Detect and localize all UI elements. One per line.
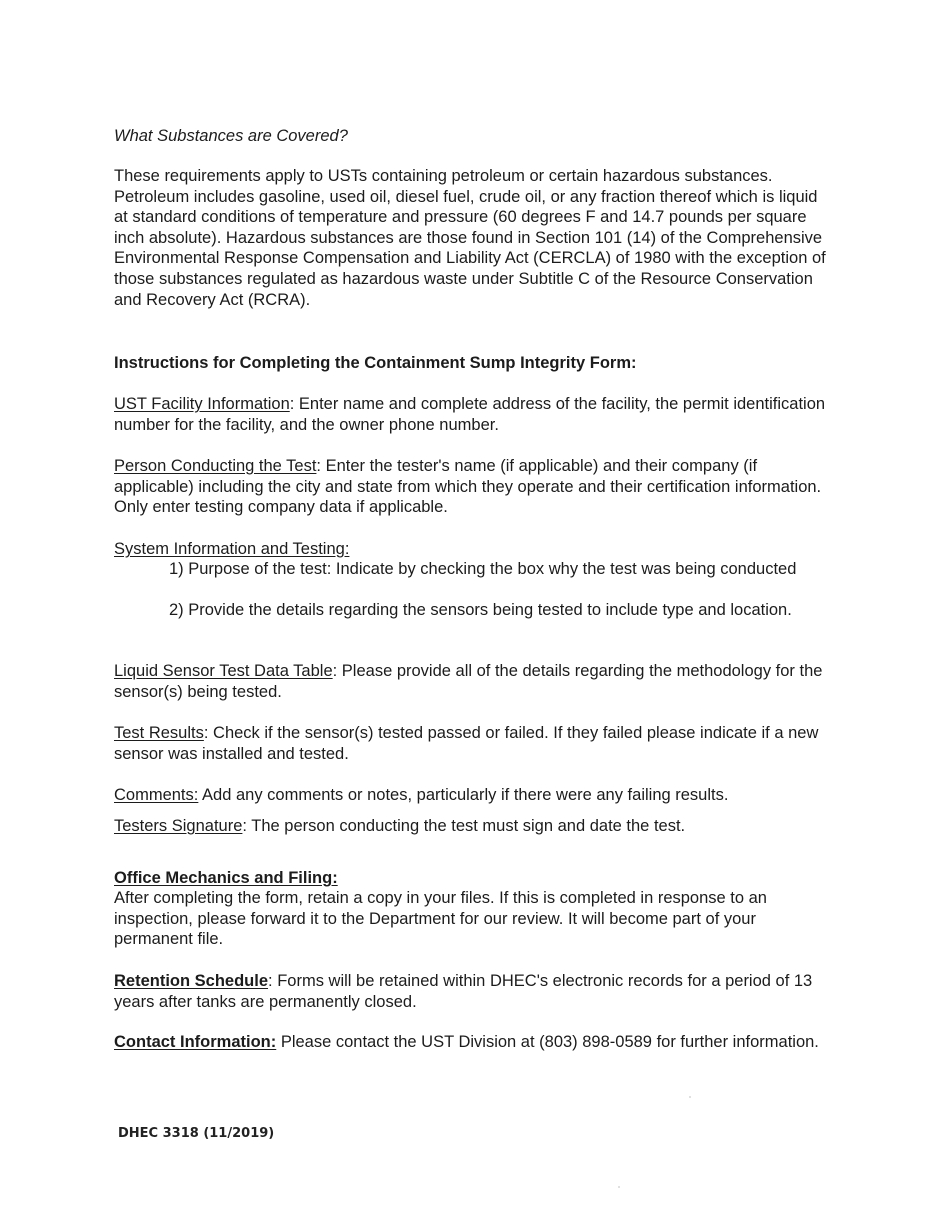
- contact-information-text: Please contact the UST Division at (803) 898-0589 for further information.: [276, 1033, 819, 1051]
- testers-signature-label: Testers Signature: [114, 817, 243, 835]
- paragraph-test-results: [114, 723, 830, 764]
- paragraph-liquid-sensor-table: [114, 661, 830, 702]
- scan-speck: [618, 1186, 620, 1188]
- paragraph-testers-signature: [114, 816, 894, 837]
- paragraph-facility-information: [114, 394, 830, 435]
- instructions-heading: Instructions for Completing the Containment Sump Integrity Form:: [114, 354, 637, 372]
- test-results-text: : Check if the sensor(s) tested passed or failed. If they failed please indicate if a new sensor was installed and tested.: [114, 724, 819, 763]
- retention-schedule-label: Retention Schedule: [114, 972, 269, 990]
- facility-information-label: UST Facility Information: [114, 395, 290, 413]
- liquid-sensor-text: : Please provide all of the details regarding the methodology for the sensor(s) being tested.: [114, 662, 823, 701]
- testers-signature-text: : The person conducting the test must sign and date the test.: [242, 817, 686, 835]
- paragraph-office-mechanics: After completing the form, retain a copy in your files. If this is completed in response to an inspection, please forward it to the Department for our review. It will become part of your permanent file.: [114, 889, 767, 949]
- liquid-sensor-label: Liquid Sensor Test Data Table: [114, 662, 333, 680]
- form-number-footer: DHEC 3318 (11/2019): [118, 1126, 275, 1141]
- test-results-label: Test Results: [114, 724, 204, 742]
- comments-label: Comments:: [114, 786, 199, 804]
- person-conducting-test-text: : Enter the tester's name (if applicable) and their company (if applicable) including the city and state from which they operate and their certification information. Only enter testing company data if applicable.: [114, 457, 822, 517]
- system-item-1: 1) Purpose of the test: Indicate by checking the box why the test was being conducted: [169, 560, 797, 578]
- section-heading-covered: What Substances are Covered?: [114, 127, 348, 145]
- paragraph-comments: [114, 785, 894, 806]
- office-mechanics-heading: Office Mechanics and Filing:: [114, 869, 338, 887]
- retention-schedule-text: : Forms will be retained within DHEC's electronic records for a period of 13 years after tanks are permanently closed.: [114, 972, 813, 1011]
- paragraph-covered-substances: These requirements apply to USTs containing petroleum or certain hazardous substances. Petroleum includes gasoline, used oil, diesel fuel, crude oil, or any fraction thereof which is liquid at standard conditions of temperature and pressure (60 degrees F and 14.7 pounds per square inch absolute). Hazardous substances are those found in Section 101 (14) of the Comprehensive Environmental Response Compensation and Liability Act (CERCLA) of 1980 with the exception of those substances regulated as hazardous waste under Subtitle C of the Resource Conservation and Recovery Act (RCRA).: [114, 167, 826, 309]
- system-information-label: System Information and Testing:: [114, 540, 350, 558]
- person-conducting-test-label: Person Conducting the Test: [114, 457, 317, 475]
- facility-information-text: : Enter name and complete address of the facility, the permit identification number for the facility, and the owner phone number.: [114, 395, 826, 434]
- contact-information-label: Contact Information:: [114, 1033, 277, 1051]
- comments-text: Add any comments or notes, particularly if there were any failing results.: [198, 786, 729, 804]
- system-item-2: 2) Provide the details regarding the sensors being tested to include type and location.: [169, 601, 792, 619]
- paragraph-contact-information: [114, 1032, 894, 1053]
- scan-speck: [689, 1096, 691, 1098]
- paragraph-retention-schedule: [114, 971, 830, 1012]
- paragraph-person-conducting-test: [114, 456, 830, 518]
